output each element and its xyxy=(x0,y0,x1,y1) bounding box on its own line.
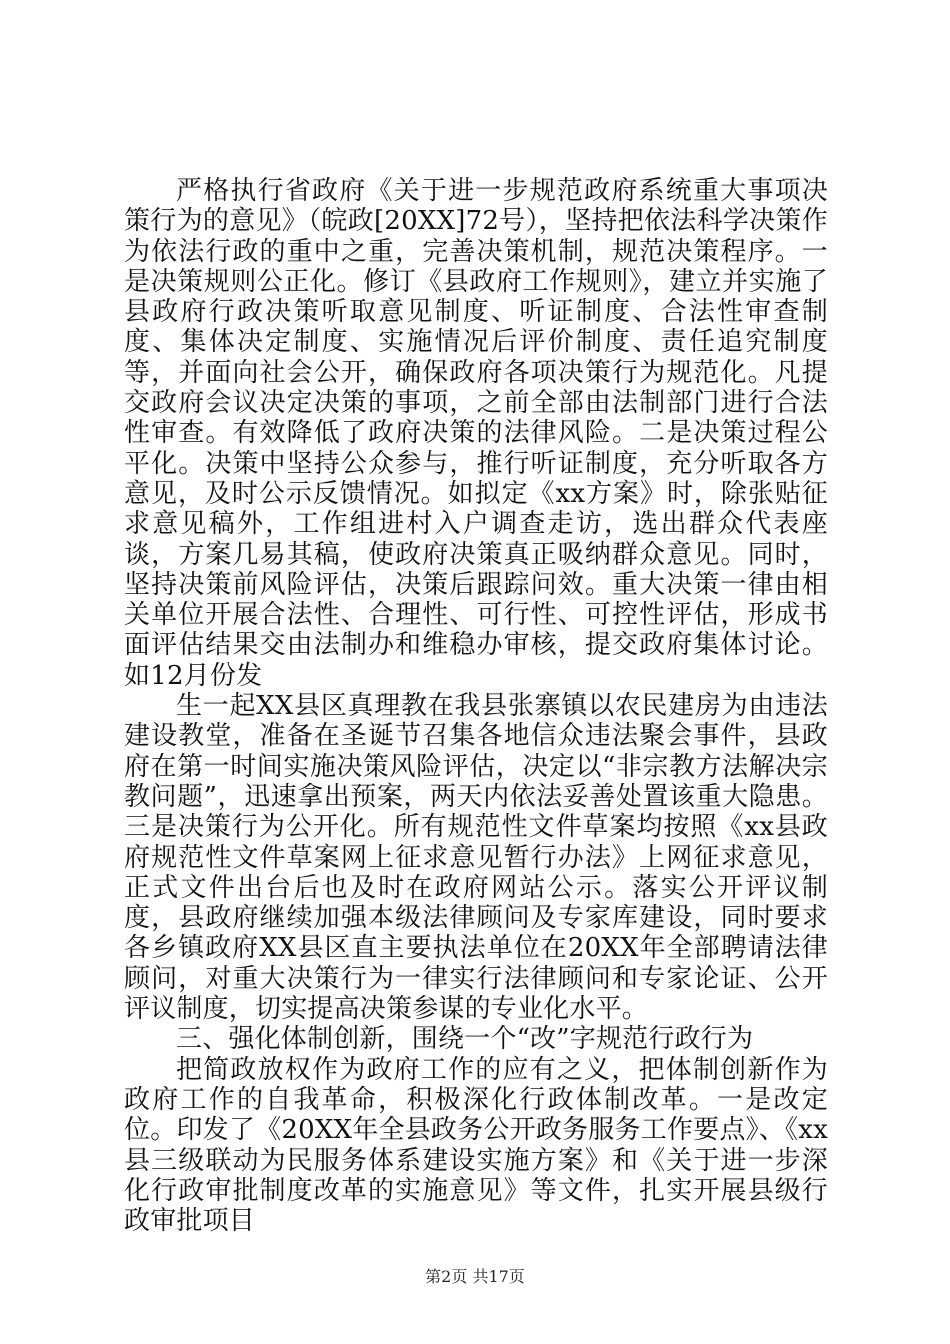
paragraph-2: 生一起XX县区真理教在我县张寨镇以农民建房为由违法建设教堂，准备在圣诞节召集各地信众违法聚会事件，县政府在第一时间实施决策风险评估，决定以“非宗教方法解决宗教问题”，迅速拿出预案，两天内依法妥善处置该重大隐患。三是决策行为公开化。所有规范性文件草案均按照《xx县政府规范性文件草案网上征求意见暂行办法》上网征求意见，正式文件出台后也及时在政府网站公示。落实公开评议制度，县政府继续加强本级法律顾问及专家库建设，同时要求各乡镇政府XX县区直主要执法单位在20XX年全部聘请法律顾问，对重大决策行为一律实行法律顾问和专家论证、公开评议制度，切实提高决策参谋的专业化水平。 xyxy=(124,691,828,1025)
document-body xyxy=(124,176,828,1236)
section-heading: 三、强化体制创新，围绕一个“改”字规范行政行为 xyxy=(176,1024,754,1055)
paragraph-1: 严格执行省政府《关于进一步规范政府系统重大事项决策行为的意见》（皖政[20XX]72号），坚持把依法科学决策作为依法行政的重中之重，完善决策机制，规范决策程序。一是决策规则公正化。修订《县政府工作规则》，建立并实施了县政府行政决策听取意见制度、听证制度、合法性审查制度、集体决定制度、实施情况后评价制度、责任追究制度等，并面向社会公开，确保政府各项决策行为规范化。凡提交政府会议决定决策的事项，之前全部由法制部门进行合法性审查。有效降低了政府决策的法律风险。二是决策过程公平化。决策中坚持公众参与，推行听证制度，充分听取各方意见，及时公示反馈情况。如拟定《xx方案》时，除张贴征求意见稿外，工作组进村入户调查走访，选出群众代表座谈，方案几易其稿，使政府决策真正吸纳群众意见。同时，坚持决策前风险评估，决策后跟踪问效。重大决策一律由相关单位开展合法性、合理性、可行性、可控性评估，形成书面评估结果交由法制办和维稳办审核，提交政府集体讨论。如12月份发 xyxy=(124,176,828,691)
page-number-footer: 第2页 共17页 xyxy=(425,1267,525,1286)
paragraph-3: 把简政放权作为政府工作的应有之义，把体制创新作为政府工作的自我革命，积极深化行政体制改革。一是改定位。印发了《20XX年全县政务公开政务服务工作要点》、《xx县三级联动为民服务体系建设实施方案》和《关于进一步深化行政审批制度改革的实施意见》等文件，扎实开展县级行政审批项目 xyxy=(124,1054,828,1237)
